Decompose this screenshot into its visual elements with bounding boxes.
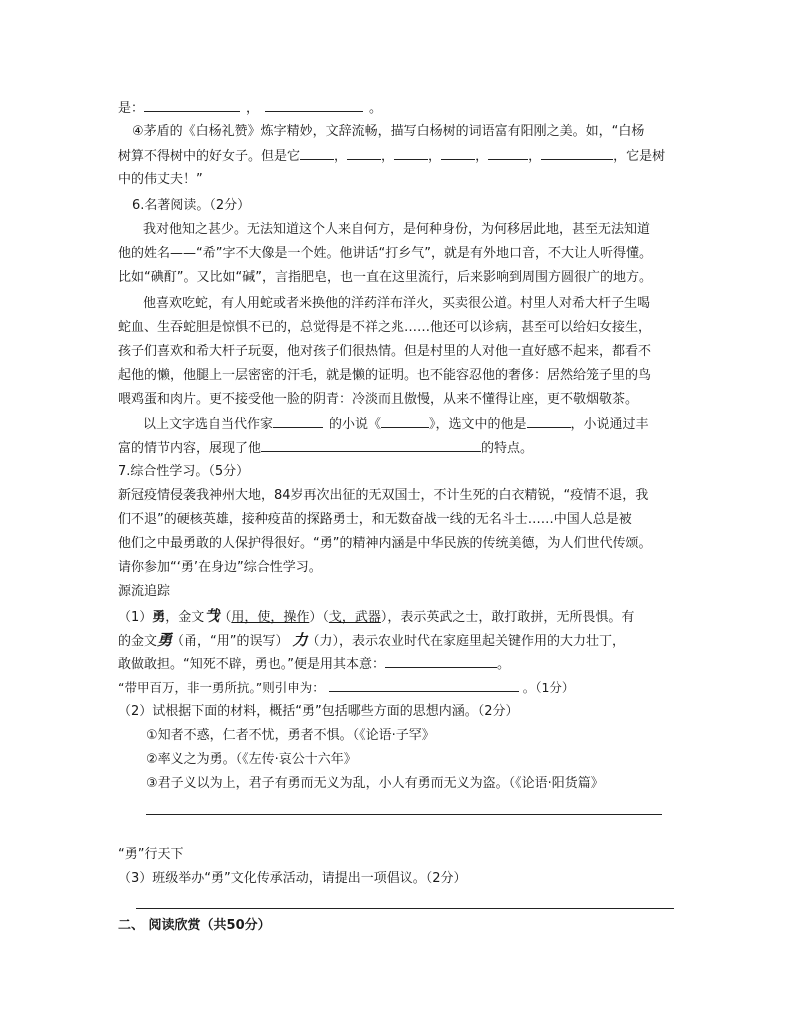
q6-question-text: 》，选文中的他是 <box>429 417 527 432</box>
part-two-heading: 二、 阅读欣赏（共50分） <box>118 918 271 933</box>
q6-p2-line: 起他的懒，他腿上一层密密的汗毛，就是懒的证明。也不能容忍他的奢侈：居然给笼子里的鸟 <box>118 368 652 383</box>
section-origin-heading: 源流追踪 <box>118 584 171 599</box>
q5-line2 <box>118 146 665 167</box>
q7-text: （力），表示农业时代在家庭里起关键作用的大力壮丁， <box>306 634 626 649</box>
q7-intro-line: 请你参加“‘勇’在身边”综合性学习。 <box>118 560 322 575</box>
comma: ， <box>334 149 348 164</box>
q7-text: ），表示英武之士，敢打敢拼，无所畏惧。有 <box>380 610 635 625</box>
q5-line0 <box>118 98 382 119</box>
yong-meaning: 用，使，操作 <box>231 610 310 625</box>
q6-question-text: ，小说通过丰 <box>570 417 649 432</box>
q5-end: 。 <box>369 101 383 116</box>
q6-p2-line: 他喜欢吃蛇，有人用蛇或者米换他的洋药洋布洋火，买卖很公道。村里人对希大杆子生喝 <box>143 296 651 311</box>
original-meaning-blank[interactable] <box>385 654 497 668</box>
extended-meaning-blank[interactable] <box>329 678 519 692</box>
q7-title: 7.综合性学习。（5分） <box>118 464 250 479</box>
answer-line[interactable] <box>146 814 662 815</box>
comma: ， <box>475 149 489 164</box>
q7-s3-prompt: （3）班级举办“勇”文化传承活动，请提出一项倡议。（2分） <box>118 871 467 886</box>
answer-blank[interactable] <box>300 146 334 160</box>
q5-line0-prefix: 是： <box>118 101 145 116</box>
comma: ， <box>528 149 542 164</box>
q5-line3: 中的伟丈夫！” <box>118 172 203 187</box>
answer-blank[interactable] <box>394 146 428 160</box>
q7-text: 的金文 <box>118 634 158 649</box>
q7-s1-line3 <box>118 654 510 675</box>
answer-blank[interactable] <box>488 146 528 160</box>
quote-item: ①知者不惑，仁者不忧，勇者不惧。（《论语·子罕》 <box>146 728 435 743</box>
q6-question-text: 的小说《 <box>329 417 382 432</box>
q6-p1-line: 比如“碘酊”。又比如“碱”，言指肥皂，也一直在这里流行，后来影响到周围方圆很广的地方。 <box>118 270 652 285</box>
answer-blank[interactable] <box>347 146 381 160</box>
q7-intro-line: 他们之中最勇敢的人保护得很好。“勇”的精神内涵是中华民族的传统美德，为人们世代传颂。 <box>118 536 652 551</box>
answer-blank[interactable] <box>265 98 363 112</box>
q7-s1-line4 <box>118 678 574 698</box>
author-blank[interactable] <box>273 414 323 428</box>
novel-blank[interactable] <box>381 414 429 428</box>
q7-text: 。 <box>496 657 510 672</box>
answer-blank[interactable] <box>144 98 240 112</box>
q7-text: 。（1分） <box>522 680 575 695</box>
q7-text: ）（ <box>309 610 329 625</box>
q7-text: “带甲百万，非一勇所抗。”则引申为： <box>118 680 325 695</box>
bronze-li-glyph-icon: 力 <box>292 631 307 649</box>
q6-question-line1 <box>143 414 649 435</box>
q5-line2-prefix: 树算不得树中的好女子。但是它 <box>118 149 301 164</box>
bronze-script-glyph-icon: 𢦏 <box>204 607 219 625</box>
yong-character: 勇 <box>152 610 166 625</box>
q6-question-text: 的特点。 <box>481 441 534 456</box>
character-blank[interactable] <box>527 414 571 428</box>
q7-text: （ <box>218 610 232 625</box>
q5-separator: ， <box>246 101 260 116</box>
answer-line[interactable] <box>136 908 674 909</box>
comma: ， <box>381 149 395 164</box>
q6-p1-line: 我对他知之甚少。无法知道这个人来自何方，是何种身份，为何移居此地，甚至无法知道 <box>143 222 651 237</box>
q7-text: 敢做敢担。“知死不辟，勇也。”便是用其本意： <box>118 657 385 672</box>
q6-question-text: 富的情节内容，展现了他 <box>118 441 262 456</box>
q7-text: （甬，“用”的误写） <box>171 634 289 649</box>
q5-line2-suffix: ，它是树 <box>613 149 666 164</box>
q7-s2-prompt: （2）试根据下面的材料，概括“勇”包括哪些方面的思想内涵。（2分） <box>118 704 519 719</box>
quote-item: ②率义之为勇。（《左传·哀公十六年》 <box>146 752 357 767</box>
q7-intro-line: 们不退”的硬核英雄，接种疫苗的探路勇士，和无数奋战一线的无名斗士……中国人总是被 <box>118 512 632 527</box>
q6-question-text: 以上文字选自当代作家 <box>143 417 274 432</box>
ge-meaning: 戈，武器 <box>328 610 381 625</box>
trait-blank[interactable] <box>261 438 481 452</box>
bronze-script-glyph-icon: 勇 <box>157 631 172 649</box>
answer-blank[interactable] <box>441 146 475 160</box>
q7-text: ，金文 <box>165 610 205 625</box>
q5-line1: ④茅盾的《白杨礼赞》炼字精妙，文辞流畅，描写白杨树的词语富有阳刚之美。如，“白杨 <box>132 124 645 139</box>
q6-p2-line: 蛇血、生吞蛇胆是惊惧不已的，总觉得是不祥之兆……他还可以诊病，甚至可以给妇女接生， <box>118 320 652 335</box>
q6-p2-line: 孩子们喜欢和希大杆子玩耍，他对孩子们很热情。但是村里的人对他一直好感不起来，都看不 <box>118 344 652 359</box>
q7-s1-line1 <box>118 606 634 628</box>
q7-intro-line: 新冠疫情侵袭我神州大地，84岁再次出征的无双国士，不计生死的白衣精锐，“疫情不退，我 <box>118 488 649 503</box>
section-practice-heading: “勇”行天下 <box>118 847 184 862</box>
quote-item: ③君子义以为上，君子有勇而无义为乱，小人有勇而无义为盗。（《论语·阳货篇》 <box>146 776 604 791</box>
comma: ， <box>428 149 442 164</box>
q6-title: 6.名著阅读。（2分） <box>132 198 251 213</box>
q6-p1-line: 他的姓名——“希”字不大像是一个姓。他讲话“打乡气”，就是有外地口音，不大让人听得懂。 <box>118 246 652 261</box>
answer-blank[interactable] <box>541 146 613 160</box>
q6-p2-line: 喂鸡蛋和肉片。更不接受他一脸的阴青：冷淡而且傲慢，从来不懂得让座，更不敬烟敬茶。 <box>118 392 639 407</box>
q7-s1-line2 <box>118 630 625 652</box>
q6-question-line2 <box>118 438 533 459</box>
item-number: （1） <box>118 610 153 625</box>
